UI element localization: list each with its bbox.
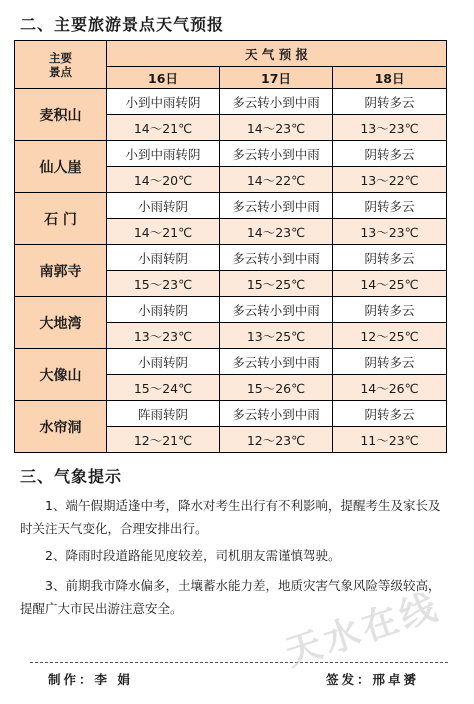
weather-cell: 阴转多云 — [333, 297, 447, 323]
spot-name: 大地湾 — [15, 297, 107, 349]
section-2-title: 二、主要旅游景点天气预报 — [20, 15, 225, 34]
corner-header-line2: 景点 — [49, 64, 72, 79]
weather-cell: 阴转多云 — [333, 89, 447, 115]
weather-cell: 小雨转阴 — [107, 297, 220, 323]
weather-cell: 多云转小到中雨 — [220, 193, 333, 219]
temperature-cell: 12～23℃ — [220, 427, 333, 453]
corner-header-line1: 主要 — [49, 50, 72, 65]
temperature-cell: 14～23℃ — [220, 115, 333, 141]
temperature-cell: 15～23℃ — [107, 271, 220, 297]
table-row — [15, 349, 447, 375]
table-row — [15, 193, 447, 219]
site-watermark: 天水在线 — [280, 585, 446, 675]
signed-by: 签发：邢卓赟 — [326, 672, 420, 687]
tip-paragraph: 1、端午假期适逢中考，降水对考生出行有不利影响，提醒考生及家长及时关注天气变化，合理安排出行。 — [20, 498, 441, 536]
weather-cell: 小雨转阴 — [107, 349, 220, 375]
weather-cell: 多云转小到中雨 — [220, 401, 333, 427]
weather-cell: 小雨转阴 — [107, 193, 220, 219]
section-3-title: 三、气象提示 — [20, 467, 123, 486]
weather-cell: 阴转多云 — [333, 401, 447, 427]
weather-cell: 多云转小到中雨 — [220, 89, 333, 115]
forecast-group-header: 天 气 预 报 — [107, 41, 447, 67]
table-row — [15, 401, 447, 427]
spot-name: 石 门 — [15, 193, 107, 245]
temperature-cell: 15～25℃ — [220, 271, 333, 297]
weather-cell: 阴转多云 — [333, 141, 447, 167]
weather-cell: 小到中雨转阴 — [107, 141, 220, 167]
weather-cell: 多云转小到中雨 — [220, 245, 333, 271]
weather-cell: 阴转多云 — [333, 245, 447, 271]
day-header: 16日 — [107, 67, 220, 89]
temperature-cell: 12～21℃ — [107, 427, 220, 453]
weather-cell: 多云转小到中雨 — [220, 141, 333, 167]
made-by: 制作：李 娟 — [48, 672, 133, 687]
spot-name: 南郭寺 — [15, 245, 107, 297]
table-row — [15, 245, 447, 271]
temperature-cell: 14～20℃ — [107, 167, 220, 193]
weather-cell: 阴转多云 — [333, 349, 447, 375]
day-header: 18日 — [333, 67, 447, 89]
temperature-cell: 13～22℃ — [333, 167, 447, 193]
temperature-cell: 14～21℃ — [107, 219, 220, 245]
weather-cell: 多云转小到中雨 — [220, 297, 333, 323]
temperature-cell: 14～21℃ — [107, 115, 220, 141]
temperature-cell: 15～26℃ — [220, 375, 333, 401]
table-row — [15, 89, 447, 115]
temperature-cell: 13～25℃ — [220, 323, 333, 349]
corner-header — [15, 41, 107, 89]
weather-cell: 阵雨转阴 — [107, 401, 220, 427]
day-header: 17日 — [220, 67, 333, 89]
weather-cell: 小到中雨转阴 — [107, 89, 220, 115]
forecast-table — [14, 40, 447, 453]
temperature-cell: 14～23℃ — [220, 219, 333, 245]
weather-cell: 阴转多云 — [333, 193, 447, 219]
weather-cell: 多云转小到中雨 — [220, 349, 333, 375]
temperature-cell: 13～23℃ — [333, 115, 447, 141]
table-row — [15, 297, 447, 323]
temperature-cell: 11～23℃ — [333, 427, 447, 453]
tip-paragraph: 2、降雨时段道路能见度较差，司机朋友需谨慎驾驶。 — [45, 548, 341, 563]
weather-cell: 小雨转阴 — [107, 245, 220, 271]
spot-name: 大像山 — [15, 349, 107, 401]
tip-paragraph: 3、前期我市降水偏多，土壤蓄水能力差，地质灾害气象风险等级较高，提醒广大市民出游注意安全。 — [20, 578, 441, 616]
spot-name: 仙人崖 — [15, 141, 107, 193]
temperature-cell: 13～23℃ — [107, 323, 220, 349]
temperature-cell: 14～22℃ — [220, 167, 333, 193]
spot-name: 水帘洞 — [15, 401, 107, 453]
spot-name: 麦积山 — [15, 89, 107, 141]
temperature-cell: 14～25℃ — [333, 271, 447, 297]
temperature-cell: 14～26℃ — [333, 375, 447, 401]
temperature-cell: 12～25℃ — [333, 323, 447, 349]
temperature-cell: 13～23℃ — [333, 219, 447, 245]
temperature-cell: 15～24℃ — [107, 375, 220, 401]
table-row — [15, 141, 447, 167]
